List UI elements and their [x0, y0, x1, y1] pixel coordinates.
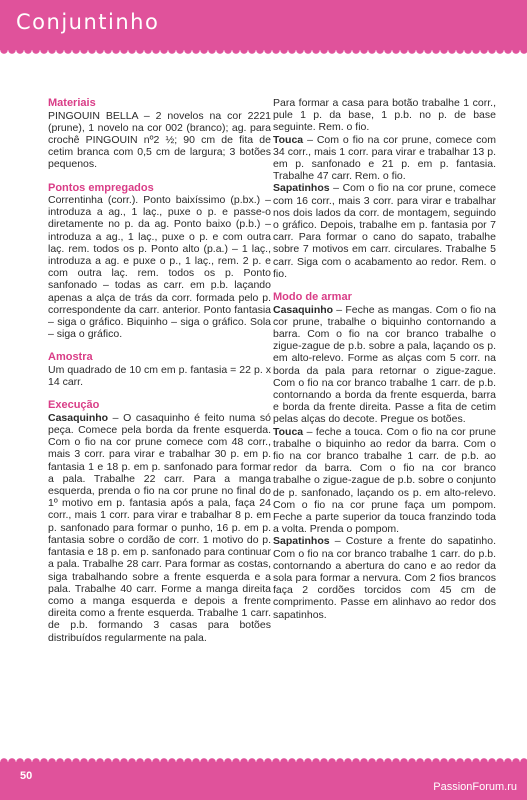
- body-touca: – Com o fio na cor prune, comece com 34 corr., mais 1 corr. para virar e trabalhar 13 p. em p. sanfonado e 21 p. em p. fantasia. Trabalhe 47 carr. Rem. o fio.: [273, 133, 496, 183]
- text-amostra: Um quadrado de 10 cm em p. fantasia = 22 p. x 14 carr.: [48, 363, 271, 389]
- heading-materiais: Materiais: [48, 97, 96, 109]
- section-title: Conjuntinho: [16, 10, 160, 34]
- text-pontos: Correntinha (corr.). Ponto baixíssimo (p.bx.) – introduza a ag., 1 laç., puxe o p. e passe-o diretamente no p. da ag. Ponto baixo (p.b.) – introduza a ag., 1 laç., puxe o p. e com outra laç. rem. todos os p. Ponto alto (p.a.) – 1 laç., introduza a ag. e puxe o p., 1 laç., rem. 2 p. e com outra laç. rem. todos os p. Ponto sanfonado – todas as carr. em p.b. laçando apenas a alça de trás da corr. formada pelo p. correspondente da carr. anterior. Ponto fantasia – siga o gráfico. Biquinho – siga o gráfico. Sola – siga o gráfico.: [48, 194, 271, 341]
- page-header-band: [0, 0, 527, 50]
- label-armar-sapatinhos: Sapatinhos: [273, 535, 330, 548]
- left-column: [48, 97, 271, 644]
- label-sapatinhos: Sapatinhos: [273, 182, 330, 195]
- body-armar-sapatinhos: – Costure a frente do sapatinho. Com o fio na cor branco trabalhe 1 carr. do p.b. contornando a abertura do cano e ao redor da sola para formar a nervura. Com 2 fios brancos faça 2 cordões torcidos com 45 cm de comprimento. Passe em alinhavo ao redor dos sapatinhos.: [273, 535, 496, 621]
- label-casaquinho: Casaquinho: [48, 411, 109, 424]
- text-touca: [273, 134, 496, 183]
- body-armar-touca: – feche a touca. Com o fio na cor prune trabalhe o biquinho ao redor da barra. Com o fio na cor branco trabalhe 1 carr. de p.b. ao redor da barra. Com o fio na cor branco trabalhe o zigue-zague de p.b. sobre o conjunto de p. sanfonado, laçando os p. em alto-relevo. Com o fio na cor prune faça um pompom. Feche a parte superior da touca franzindo toda a volta. Prenda o pompom.: [273, 425, 496, 536]
- text-materiais: PINGOUIN BELLA – 2 novelos na cor 2221 (prune), 1 novelo na cor 002 (branco); ag. para crochê PINGOUIN nº2 ½; 90 cm de fita de cetim branca com 0,5 cm de largura; 3 botões pequenos.: [48, 109, 271, 171]
- heading-execucao: Execução: [48, 399, 100, 412]
- body-casaquinho: – O casaquinho é feito numa só peça. Comece pela borda da frente esquerda. Com o fio na cor prune comece com 48 corr., mais 3 corr. para virar e trabalhar 30 p. em p. fantasia 1 e 18 p. em p. sanfonado para formar a pala. Trabalhe 22 carr. Para a manga esquerda, prenda o fio na cor prune no final do 1º motivo em p. fantasia após a pala, faça 24 corr., mais 1 corr. para virar e trabalhar 8 p. em p. sanfonado para formar o punho, 16 p. em p. fantasia sobre o cordão de corr. 1 motivo do p. fantasia e 18 p. em p. sanfonado para continuar a pala. Trabalhe 28 carr. Para formar as costas, siga trabalhando sobre a frente esquerda e a pala. Trabalhe 40 carr. Forme a manga direita como a manga esquerda e depois a frente direita como a frente esquerda. Trabalhe 1 carr. de p.b. formando 3 casas para botões distribuídos regularmente na pala.: [48, 411, 271, 644]
- page-number: 50: [20, 770, 33, 782]
- text-casa-botao: Para formar a casa para botão trabalhe 1 corr., pule 1 p. da base, 1 p.b. no p. de base seguinte. Rem. o fio.: [273, 97, 496, 134]
- label-armar-touca: Touca: [273, 425, 304, 438]
- text-armar-sapatinhos: [273, 535, 496, 620]
- right-column: [273, 97, 496, 621]
- heading-modo-de-armar: Modo de armar: [273, 291, 352, 304]
- watermark-text: PassionForum.ru: [433, 781, 517, 793]
- heading-pontos: Pontos empregados: [48, 181, 154, 194]
- heading-amostra: Amostra: [48, 351, 93, 364]
- body-armar-casaquinho: – Feche as mangas. Com o fio na cor prune, trabalhe o biquinho contornando a barra. Com o fio na cor branco trabalhe o zigue-zague de p.b. sobre a pala, laçando os p. em alto-relevo. Forme as alças com 5 corr. na borda da pala para retornar o zigue-zague. Com o fio na cor branco trabalhe 1 carr. de p.b. contornando a borda da frente esquerda, barra e borda da frente direita. Passe a fita de cetim pelas alças do decote. Pregue os botões.: [273, 303, 496, 426]
- text-armar-touca: [273, 426, 496, 536]
- text-casaquinho: [48, 412, 271, 644]
- body-sapatinhos: – Com o fio na cor prune, comece com 16 corr., mais 3 corr. para virar e trabalhar nos dois lados da corr. de montagem, seguindo o gráfico. Depois, trabalhe em p. fantasia por 7 carr. Para formar o cano do sapato, trabalhe sobre 7 motivos em carr. circulares. Trabalhe 5 carr. Siga com o acabamento ao redor. Rem. o fio.: [273, 182, 496, 280]
- label-armar-casaquinho: Casaquinho: [273, 303, 334, 316]
- header-scallop-edge: [0, 50, 527, 56]
- text-armar-casaquinho: [273, 304, 496, 426]
- text-sapatinhos: [273, 182, 496, 280]
- label-touca: Touca: [273, 133, 304, 146]
